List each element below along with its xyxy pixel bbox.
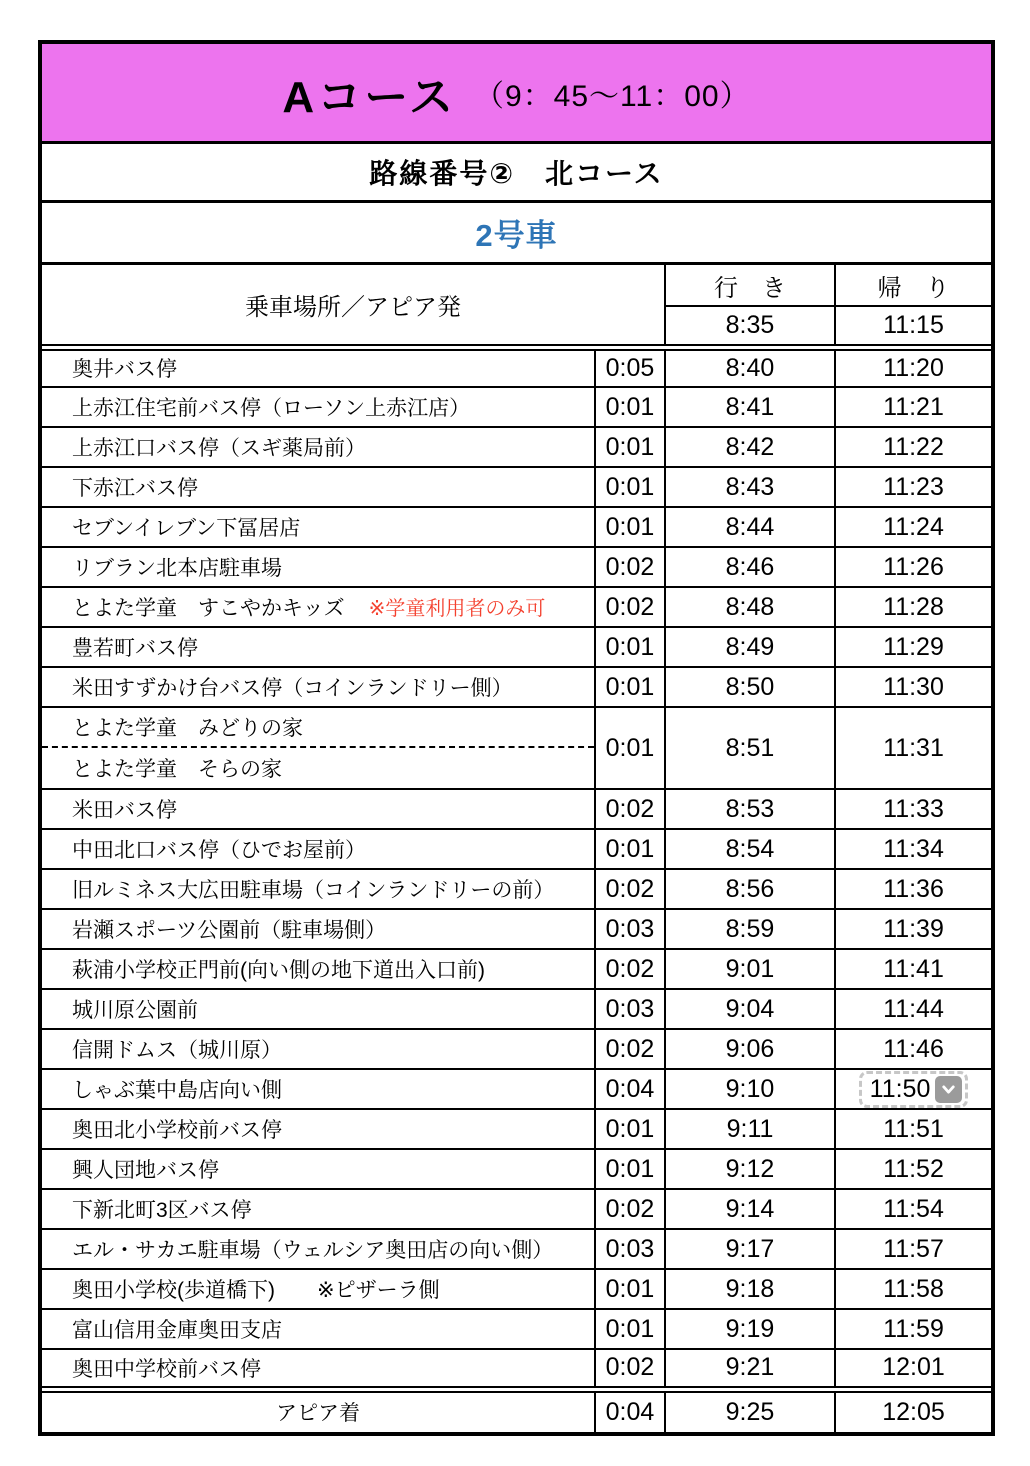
- going-time-cell: 8:50: [665, 667, 835, 707]
- timetable-row-arrival: [42, 1389, 991, 1432]
- going-time-cell: 9:14: [665, 1189, 835, 1229]
- going-time-cell: 8:41: [665, 387, 835, 427]
- boarding-header-cell: 乗車場所／アピア発: [42, 265, 665, 347]
- route-number-label: 路線番号② 北コース: [369, 158, 664, 189]
- stop-name-cell: [42, 1309, 595, 1349]
- going-header-cell: 行 き: [665, 265, 835, 306]
- stop-name: とよた学童 そらの家: [72, 758, 282, 781]
- stop-name: 豊若町バス停: [72, 637, 198, 660]
- stop-name-cell: [42, 427, 595, 467]
- stop-name-cell: [42, 1349, 595, 1389]
- stop-name: 萩浦小学校正門前(向い側の地下道出入口前): [72, 959, 485, 982]
- interval-cell: 0:04: [595, 1389, 665, 1432]
- timetable-row: [42, 1029, 991, 1069]
- going-time-cell: 9:21: [665, 1349, 835, 1389]
- interval-cell: 0:01: [595, 707, 665, 789]
- interval-cell: 0:02: [595, 789, 665, 829]
- stop-name-cell: [42, 467, 595, 507]
- stop-name: 上赤江口バス停（スギ薬局前）: [72, 437, 366, 460]
- timetable-row: [42, 1349, 991, 1389]
- stop-name-cell: [42, 547, 595, 587]
- interval-cell: 0:02: [595, 1349, 665, 1389]
- stop-name: とよた学童 すこやかキッズ: [72, 597, 345, 620]
- timetable-row: [42, 667, 991, 707]
- going-time-cell: 8:51: [665, 707, 835, 789]
- going-time-cell: 8:48: [665, 587, 835, 627]
- return-time-cell: 11:52: [835, 1149, 991, 1189]
- stop-name-cell: [42, 587, 595, 627]
- course-title: Aコース: [282, 72, 456, 122]
- stop-name-cell: [42, 909, 595, 949]
- going-time-cell: 8:54: [665, 829, 835, 869]
- going-time-cell: 9:17: [665, 1229, 835, 1269]
- timetable-row: [42, 909, 991, 949]
- interval-cell: 0:01: [595, 387, 665, 427]
- timetable-row: [42, 507, 991, 547]
- going-time-cell: 8:43: [665, 467, 835, 507]
- going-time-cell: 9:18: [665, 1269, 835, 1309]
- going-time-cell: 9:11: [665, 1109, 835, 1149]
- stop-name-cell: [42, 1029, 595, 1069]
- timetable-row: [42, 547, 991, 587]
- going-time-cell: 8:56: [665, 869, 835, 909]
- going-time-cell: 8:53: [665, 789, 835, 829]
- return-time-cell: 11:58: [835, 1269, 991, 1309]
- interval-cell: 0:01: [595, 427, 665, 467]
- stop-name: 城川原公園前: [72, 999, 198, 1022]
- return-time-cell: 11:26: [835, 547, 991, 587]
- interval-cell: 0:02: [595, 949, 665, 989]
- return-time-cell: 11:59: [835, 1309, 991, 1349]
- timetable-row: [42, 587, 991, 627]
- bus-number-band: [42, 203, 991, 265]
- stop-name: セブンイレブン下冨居店: [72, 517, 301, 540]
- return-time-cell: 11:34: [835, 829, 991, 869]
- stop-name: 下新北町3区バス停: [72, 1199, 252, 1222]
- going-time-cell: 9:04: [665, 989, 835, 1029]
- return-time-cell: 11:20: [835, 347, 991, 387]
- interval-cell: 0:01: [595, 627, 665, 667]
- stop-name: 信開ドムス（城川原）: [72, 1039, 282, 1062]
- stop-name-cell: [42, 507, 595, 547]
- dropdown-button[interactable]: [935, 1076, 962, 1103]
- timetable-row: [42, 1069, 991, 1109]
- interval-cell: 0:05: [595, 347, 665, 387]
- return-time-cell: 11:28: [835, 587, 991, 627]
- interval-cell: 0:03: [595, 989, 665, 1029]
- stop-name-cell: [42, 627, 595, 667]
- stop-name-cell: [42, 1189, 595, 1229]
- return-time-cell: 11:24: [835, 507, 991, 547]
- interval-cell: 0:03: [595, 1229, 665, 1269]
- timetable-row: [42, 949, 991, 989]
- stop-name-cell: [42, 789, 595, 829]
- timetable-row: [42, 989, 991, 1029]
- chevron-down-icon: [940, 1081, 957, 1098]
- going-time-cell: 8:49: [665, 627, 835, 667]
- interval-cell: 0:02: [595, 1029, 665, 1069]
- stop-name: エル・サカエ駐車場（ウェルシア奥田店の向い側）: [72, 1239, 554, 1262]
- interval-cell: 0:01: [595, 1109, 665, 1149]
- timetable-header: [42, 265, 991, 347]
- stop-name-cell: [42, 829, 595, 869]
- stop-name: アピア着: [276, 1402, 360, 1426]
- stop-name-cell-split: [42, 707, 595, 789]
- interval-cell: 0:01: [595, 1269, 665, 1309]
- return-time-cell: 11:21: [835, 387, 991, 427]
- going-time-cell: 8:40: [665, 347, 835, 387]
- stop-name-cell: [42, 869, 595, 909]
- going-time-cell: 8:42: [665, 427, 835, 467]
- return-time-cell: [835, 1069, 991, 1109]
- timetable-row: [42, 427, 991, 467]
- return-time-value: 11:50: [869, 1074, 931, 1103]
- going-time-cell: 9:06: [665, 1029, 835, 1069]
- interval-cell: 0:01: [595, 829, 665, 869]
- stop-name: 奥井バス停: [72, 358, 177, 382]
- return-time-cell: 11:33: [835, 789, 991, 829]
- stop-name-cell: [42, 989, 595, 1029]
- timetable-row: [42, 707, 991, 789]
- going-time-cell: 8:44: [665, 507, 835, 547]
- stop-name: 下赤江バス停: [72, 477, 198, 500]
- timetable-row: [42, 627, 991, 667]
- return-time-cell: 11:31: [835, 707, 991, 789]
- going-time-cell: 9:01: [665, 949, 835, 989]
- return-header-cell: 帰 り: [835, 265, 991, 306]
- going-time-cell: 9:25: [665, 1389, 835, 1432]
- timetable-row: [42, 1229, 991, 1269]
- timetable-row: [42, 1309, 991, 1349]
- stop-name: とよた学童 みどりの家: [42, 708, 594, 748]
- stop-name: 奥田中学校前バス停: [72, 1357, 261, 1381]
- timetable-row: [42, 789, 991, 829]
- stop-name: 岩瀬スポーツ公園前（駐車場側）: [72, 919, 387, 942]
- interval-cell: 0:02: [595, 587, 665, 627]
- interval-cell: 0:01: [595, 667, 665, 707]
- stop-name: 富山信用金庫奥田支店: [72, 1319, 282, 1342]
- going-depart-cell: 8:35: [665, 306, 835, 347]
- stop-name-cell: [42, 1269, 595, 1309]
- stop-name: 旧ルミネス大広田駐車場（コインランドリーの前）: [72, 879, 555, 902]
- stop-name-cell: [42, 1389, 595, 1432]
- timetable-row: [42, 467, 991, 507]
- timetable-row: [42, 347, 991, 387]
- interval-cell: 0:01: [595, 507, 665, 547]
- stop-name-cell: [42, 1069, 595, 1109]
- timetable: [42, 265, 991, 1432]
- stop-name: しゃぶ葉中島店向い側: [72, 1079, 282, 1102]
- return-time-cell: 11:54: [835, 1189, 991, 1229]
- stop-note: ※学童利用者のみ可: [368, 598, 546, 620]
- stop-name: 米田バス停: [72, 799, 177, 822]
- return-time-cell: 11:29: [835, 627, 991, 667]
- stop-name-cell: [42, 387, 595, 427]
- route-number-band: [42, 144, 991, 203]
- return-time-cell: 11:39: [835, 909, 991, 949]
- going-time-cell: 9:12: [665, 1149, 835, 1189]
- stop-name: リブラン北本店駐車場: [72, 557, 282, 580]
- timetable-body: [42, 347, 991, 1432]
- interval-cell: 0:01: [595, 1149, 665, 1189]
- interval-cell: 0:02: [595, 547, 665, 587]
- stop-name: 中田北口バス停（ひでお屋前）: [72, 839, 366, 862]
- return-time-cell: 11:30: [835, 667, 991, 707]
- return-time-cell: 12:01: [835, 1349, 991, 1389]
- timetable-row: [42, 1189, 991, 1229]
- interval-cell: 0:01: [595, 1309, 665, 1349]
- return-time-cell: 11:51: [835, 1109, 991, 1149]
- course-time-range: （9：45～11：00）: [474, 79, 751, 113]
- timetable-row: [42, 829, 991, 869]
- going-time-cell: 8:59: [665, 909, 835, 949]
- interval-cell: 0:02: [595, 1189, 665, 1229]
- timetable-sheet: [38, 40, 995, 1436]
- stop-name-cell: [42, 1149, 595, 1189]
- bus-number-label: 2号車: [475, 218, 558, 253]
- timetable-row: [42, 1269, 991, 1309]
- interval-cell: 0:04: [595, 1069, 665, 1109]
- timetable-row: [42, 869, 991, 909]
- interval-cell: 0:01: [595, 467, 665, 507]
- return-time-cell: 11:44: [835, 989, 991, 1029]
- stop-name-cell: [42, 1109, 595, 1149]
- interval-cell: 0:02: [595, 869, 665, 909]
- return-time-cell: 11:23: [835, 467, 991, 507]
- stop-name: 奥田小学校(歩道橋下) ※ピザーラ側: [72, 1279, 440, 1302]
- timetable-row: [42, 1109, 991, 1149]
- stop-name-cell: [42, 347, 595, 387]
- return-time-cell: 11:46: [835, 1029, 991, 1069]
- stop-name-cell: [42, 1229, 595, 1269]
- return-depart-cell: 11:15: [835, 306, 991, 347]
- timetable-row: [42, 387, 991, 427]
- going-time-cell: 9:19: [665, 1309, 835, 1349]
- stop-name-cell: [42, 949, 595, 989]
- timetable-row: [42, 1149, 991, 1189]
- stop-name: 上赤江住宅前バス停（ローソン上赤江店）: [72, 397, 471, 420]
- return-time-cell: 11:41: [835, 949, 991, 989]
- return-time-cell: 11:22: [835, 427, 991, 467]
- return-time-cell: 12:05: [835, 1389, 991, 1432]
- return-time-cell: 11:36: [835, 869, 991, 909]
- return-time-cell: 11:57: [835, 1229, 991, 1269]
- return-time-dropdown[interactable]: [859, 1071, 969, 1108]
- stop-name-cell: [42, 667, 595, 707]
- going-time-cell: 8:46: [665, 547, 835, 587]
- interval-cell: 0:03: [595, 909, 665, 949]
- stop-name: 米田すずかけ台バス停（コインランドリー側）: [72, 677, 513, 700]
- course-title-band: [42, 44, 991, 144]
- stop-name: 興人団地バス停: [72, 1159, 219, 1182]
- going-time-cell: 9:10: [665, 1069, 835, 1109]
- stop-name: 奥田北小学校前バス停: [72, 1119, 282, 1142]
